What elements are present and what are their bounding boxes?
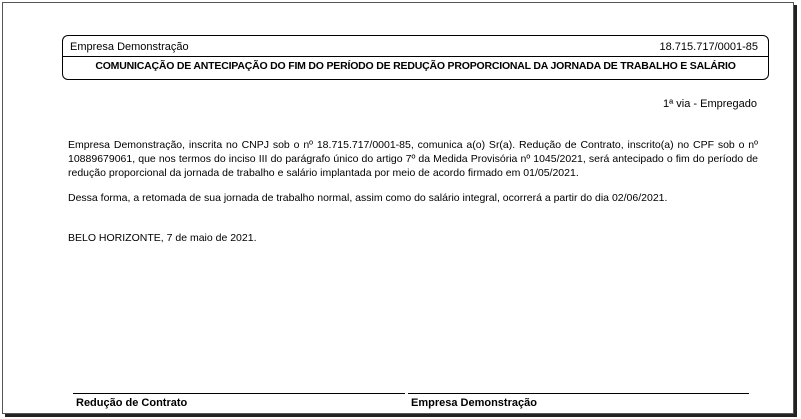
copy-label: 1ª via - Empregado — [663, 98, 757, 110]
header-cnpj: 18.715.717/0001-85 — [659, 41, 758, 53]
employee-signature-label: Redução de Contrato — [76, 397, 188, 409]
document-page — [2, 2, 794, 414]
header-divider — [63, 56, 768, 57]
body-paragraph-2: Dessa forma, a retomada de sua jornada de trabalho normal, assim como do salário integral, ocorrerá a partir do dia 02/06/2021. — [68, 192, 668, 204]
employee-signature-line — [73, 393, 405, 394]
body-paragraph-1: Empresa Demonstração, inscrita no CNPJ sob o nº 18.715.717/0001-85, comunica a(o) Sr(a). Redução de Contrato, inscrito(a) no CPF sob o nº 10889679061, que nos termos do inciso III do parágrafo único do artigo 7º da Medida Provisória nº 1045/2021, será antecipado o fim do período de redução proporcional da jornada de trabalho e salário implantada por meio de acordo firmado em 01/05/2021. — [68, 139, 758, 179]
header-box — [62, 35, 769, 80]
employer-signature-label: Empresa Demonstração — [411, 397, 537, 409]
document-title: COMUNICAÇÃO DE ANTECIPAÇÃO DO FIM DO PERÍODO DE REDUÇÃO PROPORCIONAL DA JORNADA DE TRABALHO E SALÁRIO — [95, 60, 736, 72]
place-date: BELO HORIZONTE, 7 de maio de 2021. — [68, 232, 257, 244]
employer-signature-line — [408, 393, 749, 394]
header-company-name: Empresa Demonstração — [70, 41, 189, 53]
